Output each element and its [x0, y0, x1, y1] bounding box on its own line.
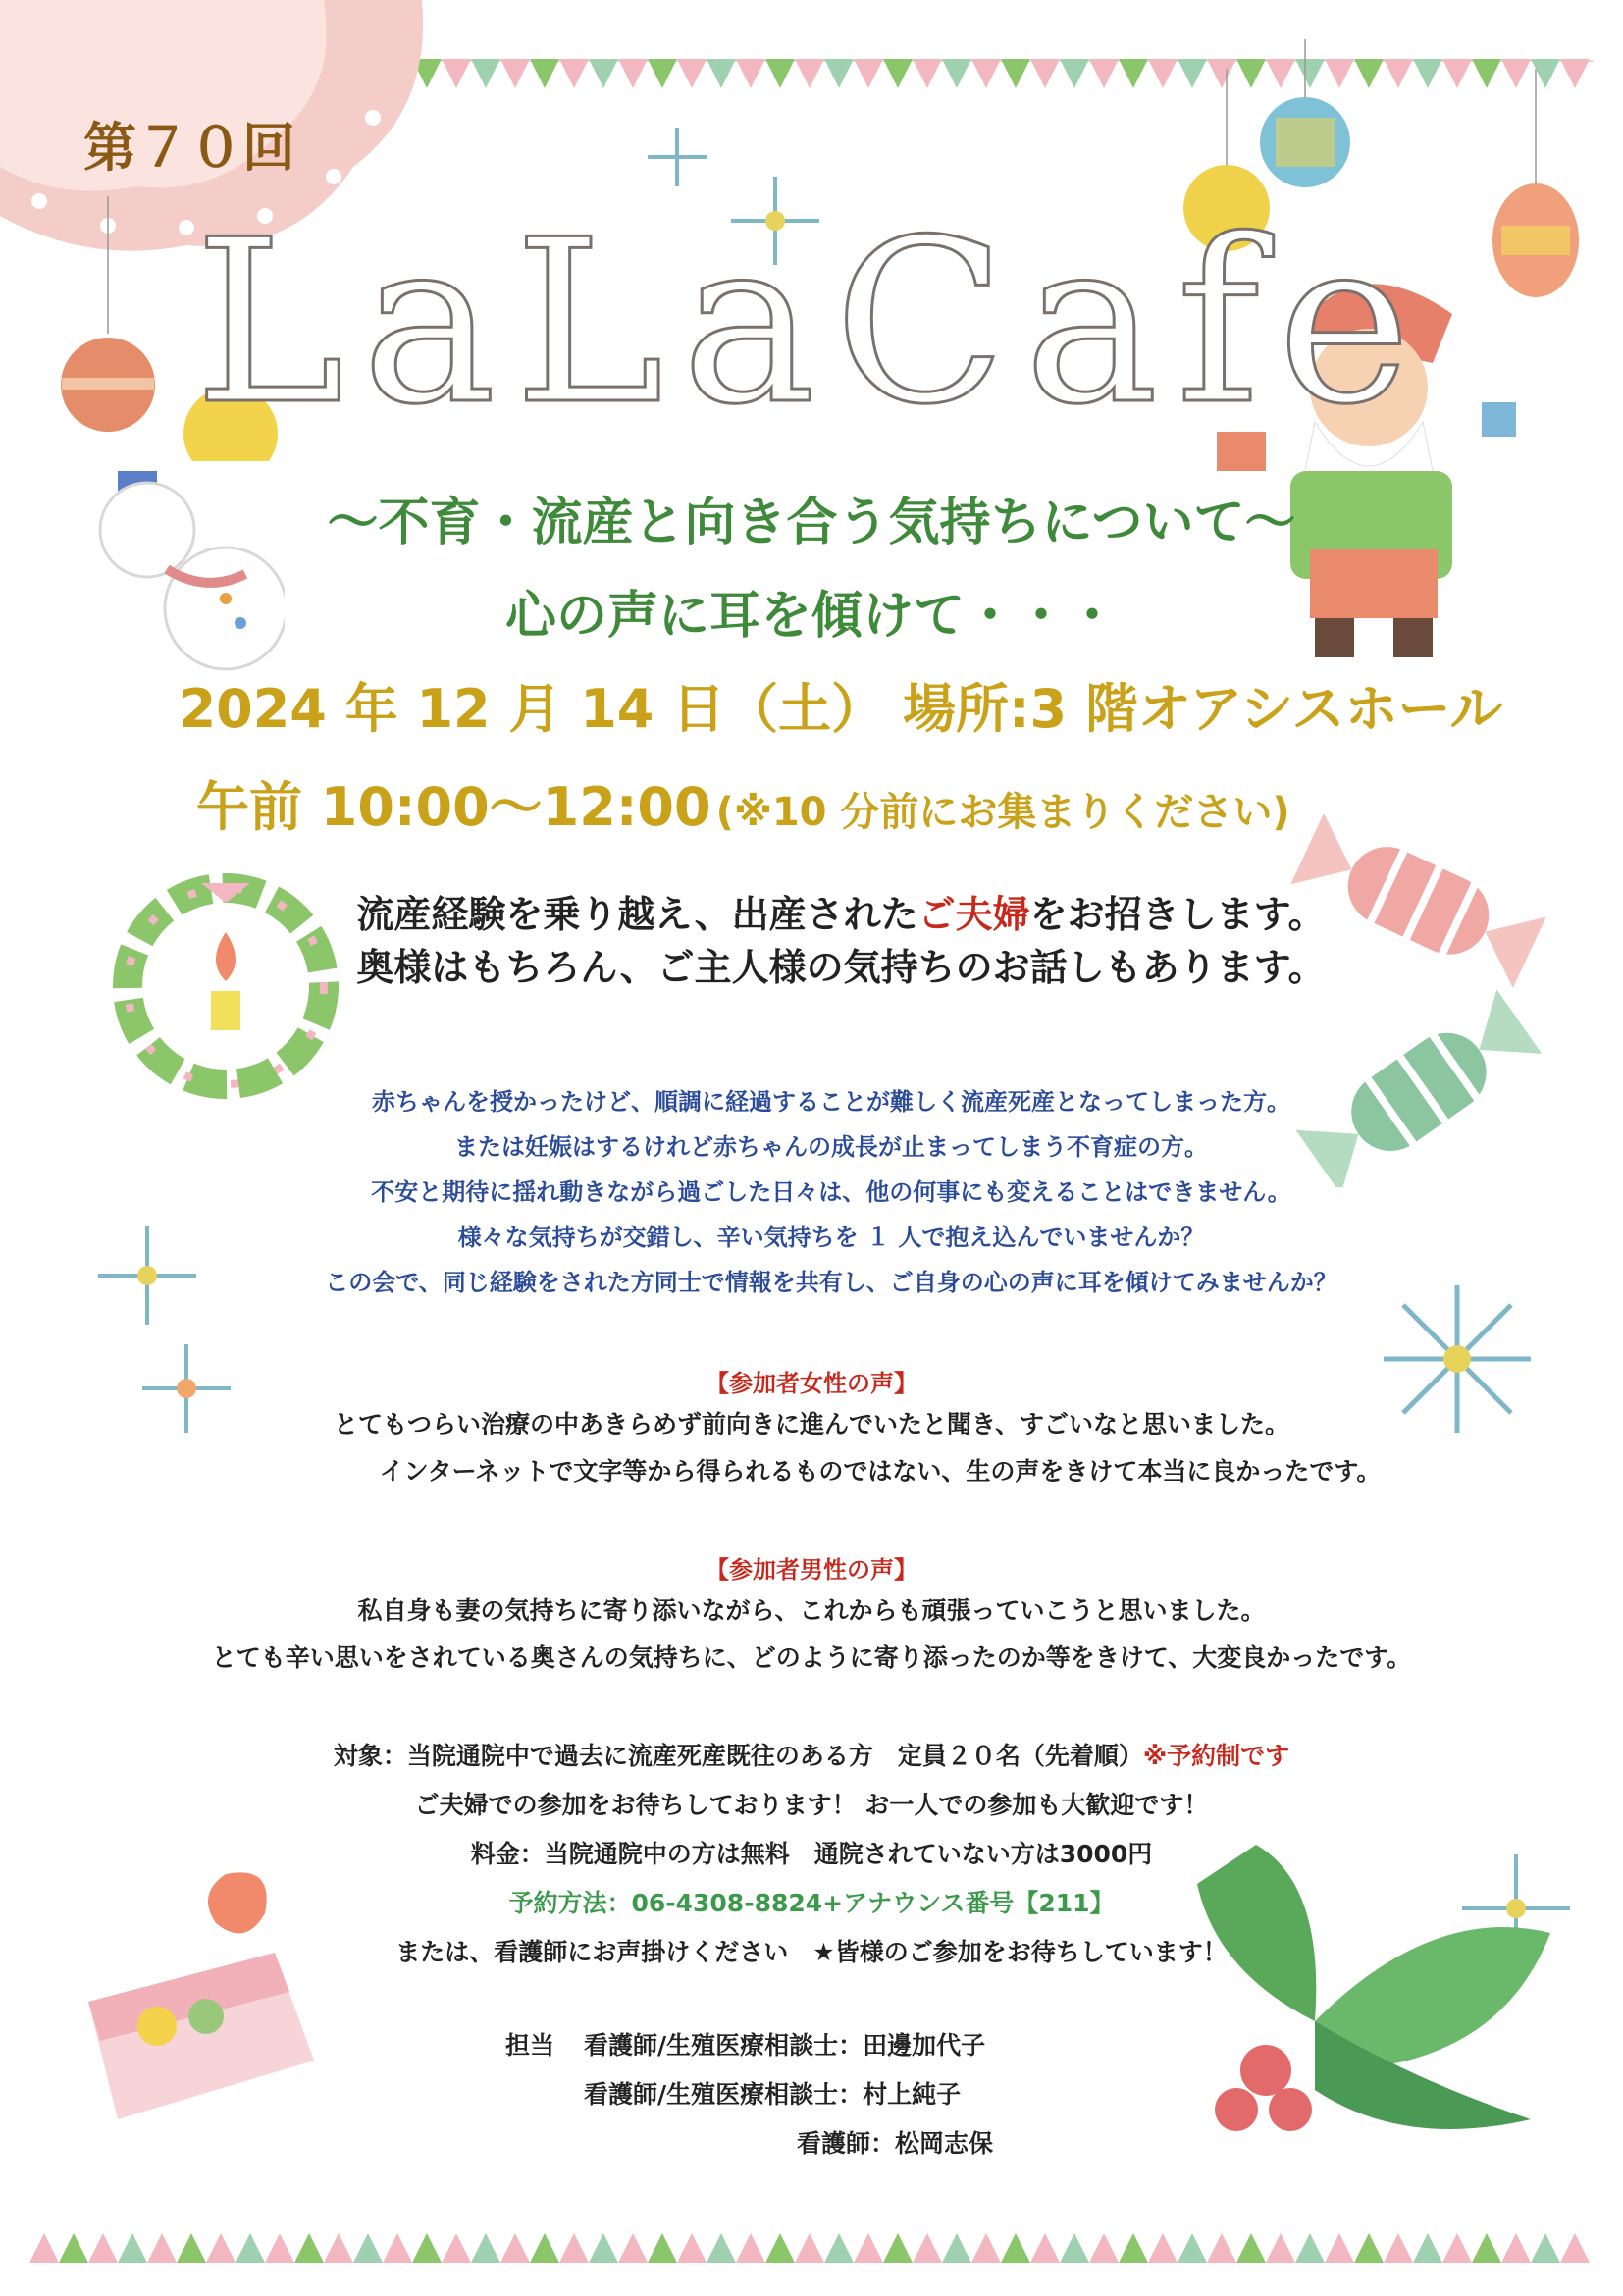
- bunting-flag: [1119, 2233, 1148, 2263]
- message-line: 不安と期待に揺れ動きながら過ごした日々は、他の何事にも変えることはできません。: [371, 1178, 1291, 1206]
- bunting-flag: [1089, 2233, 1119, 2263]
- bunting-flag: [1413, 2233, 1442, 2263]
- bunting-flag: [913, 59, 942, 88]
- bunting-flag: [1295, 2233, 1325, 2263]
- staff-label: 担当: [505, 2031, 555, 2060]
- subtitle-theme: ～不育・流産と向き合う気持ちについて～: [327, 494, 1296, 552]
- subtitle-tagline: 心の声に耳を傾けて・・・: [504, 587, 1118, 646]
- bunting-flag: [1236, 2233, 1266, 2263]
- bunting-flag: [1442, 2233, 1472, 2263]
- alternate-line: または、看護師にお声掛けください ★皆様のご参加をお待ちしています！: [395, 1938, 1228, 1966]
- bunting-flag: [1001, 2233, 1030, 2263]
- bunting-flag: [1060, 2233, 1089, 2263]
- fee-line: 料金：当院通院中の方は無料 通院されていない方は3000円: [470, 1840, 1153, 1868]
- bunting-flag: [1030, 59, 1060, 88]
- time-note: (※10 分前にお集まりください): [715, 790, 1290, 835]
- message-line: この会で、同じ経験をされた方同士で情報を共有し、ご自身の心の声に耳を傾けてみませんか？: [325, 1269, 1337, 1296]
- bunting-flag: [236, 2233, 265, 2263]
- bunting-flag: [971, 59, 1001, 88]
- bunting-flag: [648, 59, 677, 88]
- voice-line: とてもつらい治療の中あきらめず前向きに進んでいたと聞き、すごいなと思いました。: [333, 1410, 1289, 1438]
- bunting-flag: [707, 59, 736, 88]
- bunting-flag: [795, 59, 824, 88]
- voice-line: インターネットで文字等から得られるものではない、生の声をきけて本当に良かったです。: [379, 1457, 1382, 1486]
- bunting-flag: [294, 2233, 324, 2263]
- intro-line-1: 流産経験を乗り越え、出産されたご夫婦をお招きします。: [356, 893, 1326, 936]
- intro-block: [29, 888, 1623, 994]
- bunting-flag: [412, 2233, 442, 2263]
- target-line: 対象：当院通院中で過去に流産死産既往のある方 定員２０名（先着順）※予約制です: [333, 1742, 1290, 1770]
- message-block: [20, 1079, 1623, 1305]
- bunting-flag: [1148, 2233, 1178, 2263]
- bunting-flag: [118, 2233, 147, 2263]
- bunting-flag: [1030, 2233, 1060, 2263]
- bunting-flag: [530, 59, 559, 88]
- staff-member-2: 看護師/生殖医療相談士：村上純子: [584, 2080, 962, 2109]
- bunting-flag: [383, 2233, 412, 2263]
- bunting-flag: [559, 2233, 589, 2263]
- time-main: 午前 10:00～12:00: [196, 776, 711, 838]
- bunting-flag: [883, 59, 913, 88]
- bottom-bunting: [29, 2229, 1594, 2265]
- bunting-flag: [824, 59, 854, 88]
- bunting-flag: [1089, 59, 1119, 88]
- bunting-flag: [1119, 59, 1148, 88]
- bunting-flag: [530, 2233, 559, 2263]
- date-place: 2024 年 12 月 14 日（土） 場所:3 階オアシスホール: [179, 678, 1503, 740]
- bunting-flag: [1060, 59, 1089, 88]
- bunting-flag: [677, 2233, 707, 2263]
- bunting-flag: [265, 2233, 294, 2263]
- bunting-flag: [736, 2233, 765, 2263]
- bunting-flag: [353, 2233, 383, 2263]
- bunting-flag: [471, 59, 500, 88]
- bunting-flag: [559, 59, 589, 88]
- male-voice-heading: 【参加者男性の声】: [706, 1556, 917, 1584]
- bunting-flag: [1207, 2233, 1236, 2263]
- couple-highlight: ご夫婦: [917, 893, 1030, 936]
- time-line: [196, 765, 1290, 841]
- staff-member-3: 看護師：松岡志保: [797, 2129, 994, 2158]
- bunting-flag: [971, 2233, 1001, 2263]
- bunting-flag: [1384, 2233, 1413, 2263]
- bunting-flag: [618, 59, 648, 88]
- male-voice-block: [0, 1588, 1623, 1682]
- bunting-flag: [854, 2233, 883, 2263]
- staff-member-1: 看護師/生殖医療相談士：田邊加代子: [584, 2031, 986, 2060]
- bunting-flag: [648, 2233, 677, 2263]
- bunting-flag: [824, 2233, 854, 2263]
- message-line: または妊娠はするけれど赤ちゃんの成長が止まってしまう不育症の方。: [454, 1133, 1208, 1161]
- bunting-flag: [1354, 2233, 1384, 2263]
- bunting-flag: [177, 2233, 206, 2263]
- reserve-line: 予約方法：06-4308-8824+アナウンス番号【211】: [508, 1889, 1115, 1917]
- bunting-flag: [1472, 2233, 1501, 2263]
- bunting-flag: [765, 59, 795, 88]
- bunting-flag: [1531, 2233, 1560, 2263]
- bunting-flag: [1178, 2233, 1207, 2263]
- bunting-flag: [942, 59, 971, 88]
- bunting-flag: [59, 2233, 88, 2263]
- voice-line: 私自身も妻の気持ちに寄り添いながら、これからも頑張っていこうと思いました。: [357, 1596, 1266, 1625]
- bunting-flag: [1560, 2233, 1590, 2263]
- intro-line-2: 奥様はもちろん、ご主人様の気持ちのお話しもあります。: [356, 946, 1326, 989]
- message-line: 赤ちゃんを授かったけど、順調に経過することが難しく流産死産となってしまった方。: [372, 1088, 1290, 1116]
- bunting-flag: [442, 2233, 471, 2263]
- bunting-flag: [1001, 59, 1030, 88]
- bunting-flag: [942, 2233, 971, 2263]
- bunting-flag: [707, 2233, 736, 2263]
- welcome-line: ご夫婦での参加をお待ちしております！ お一人での参加も大歓迎です！: [414, 1791, 1209, 1819]
- bunting-flag: [147, 2233, 177, 2263]
- bunting-flag: [29, 2233, 59, 2263]
- reservation-note: ※予約制です: [1142, 1742, 1290, 1770]
- bunting-flag: [88, 2233, 118, 2263]
- bunting-flag: [1501, 2233, 1531, 2263]
- bunting-flag: [913, 2233, 942, 2263]
- bunting-flag: [500, 2233, 530, 2263]
- bunting-flag: [765, 2233, 795, 2263]
- bunting-flag: [618, 2233, 648, 2263]
- issue-label: 第７０回: [83, 117, 295, 179]
- bunting-flag: [736, 59, 765, 88]
- bunting-flag: [324, 2233, 353, 2263]
- bunting-flag: [500, 59, 530, 88]
- bunting-flag: [206, 2233, 236, 2263]
- bunting-flag: [795, 2233, 824, 2263]
- bunting-flag: [471, 2233, 500, 2263]
- bunting-flag: [1325, 2233, 1354, 2263]
- message-line: 様々な気持ちが交錯し、辛い気持ちを １ 人で抱え込んでいませんか？: [457, 1224, 1205, 1251]
- bunting-flag: [1266, 2233, 1295, 2263]
- bunting-flag: [589, 59, 618, 88]
- bunting-flag: [883, 2233, 913, 2263]
- voice-line: とても辛い思いをされている奥さんの気持ちに、どのように寄り添ったのか等をきけて、大変良かったです。: [211, 1644, 1412, 1672]
- female-voice-heading: 【参加者女性の声】: [706, 1370, 917, 1397]
- bunting-flag: [854, 59, 883, 88]
- event-title: LaLaCafe: [193, 192, 1430, 454]
- female-voice-block: [0, 1401, 1623, 1495]
- bunting-flag: [589, 2233, 618, 2263]
- bunting-flag: [677, 59, 707, 88]
- info-block: [0, 1732, 1623, 1977]
